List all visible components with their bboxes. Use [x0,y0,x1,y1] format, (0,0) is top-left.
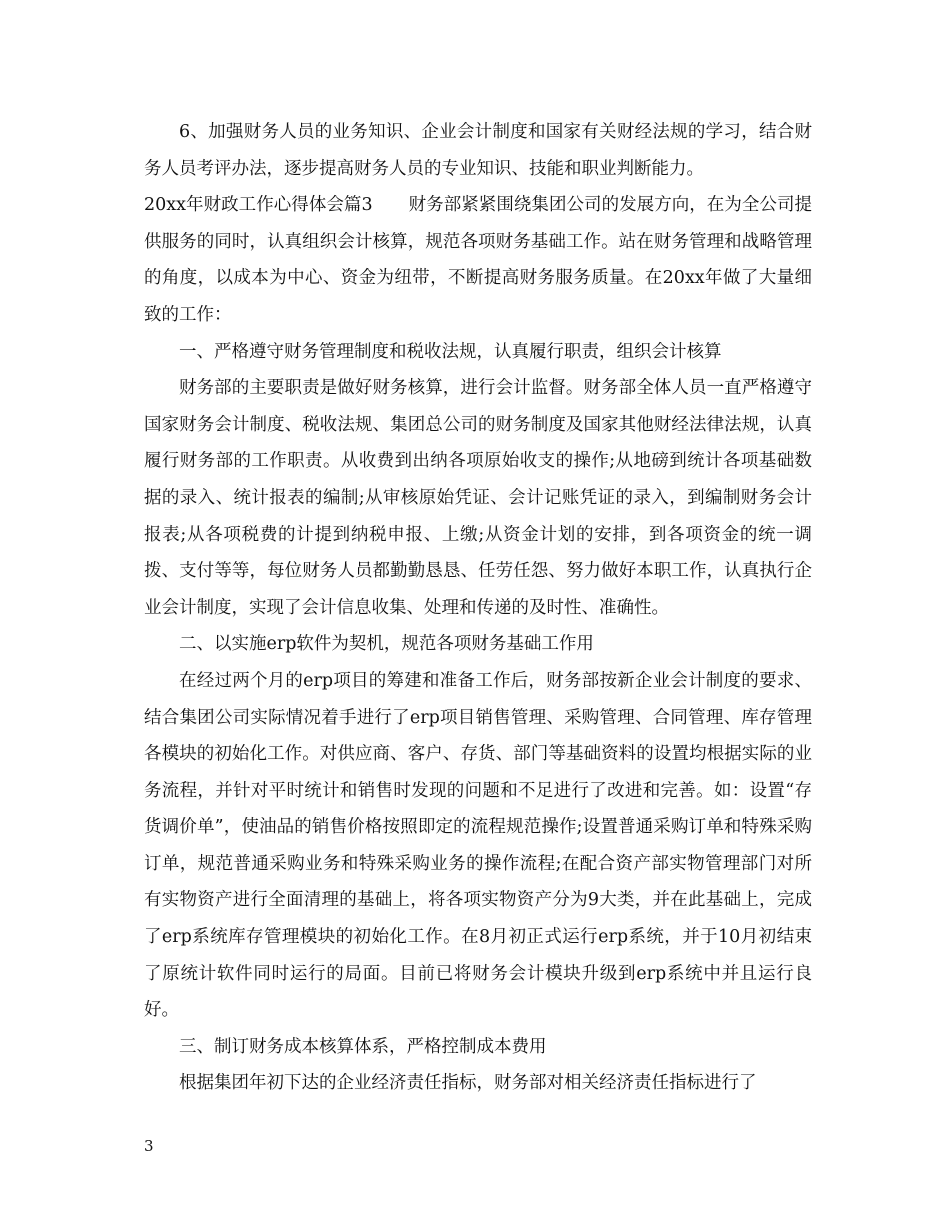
paragraph-training: 6、加强财务人员的业务知识、企业会计制度和国家有关财经法规的学习，结合财务人员考评办法，逐步提高财务人员的专业知识、技能和职业判断能力。 [144,122,812,179]
heading-one: 一、严格遵守财务管理制度和税收法规，认真履行职责，组织会计核算 [179,341,722,362]
paragraph-duties: 财务部的主要职责是做好财务核算，进行会计监督。财务部全体人员一直严格遵守国家财务会计制度、税收法规、集团总公司的财务制度及国家其他财经法律法规，认真履行财务部的工作职责。从收费到出纳各项原始收支的操作;从地磅到统计各项基础数据的录入、统计报表的编制;从审核原始凭证、会计记账凭证的录入，到编制财务会计报表;从各项税费的计提到纳税申报、上缴;从资金计划的安排，到各项资金的统一调拨、支付等等，每位财务人员都勤勤恳恳、任劳任怨、努力做好本职工作，认真执行企业会计制度，实现了会计信息收集、处理和传递的及时性、准确性。 [144,378,812,618]
heading-two: 二、以实施erp软件为契机，规范各项财务基础工作用 [179,634,594,655]
heading-three: 三、制订财务成本核算体系，严格控制成本费用 [179,1036,547,1057]
section-title: 20xx年财政工作心得体会篇3 [144,195,373,216]
paragraph-erp: 在经过两个月的erp项目的筹建和准备工作后，财务部按新企业会计制度的要求、结合集团公司实际情况着手进行了erp项目销售管理、采购管理、合同管理、库存管理各模块的初始化工作。对供应商、客户、存货、部门等基础资料的设置均根据实际的业务流程，并针对平时统计和销售时发现的问题和不足进行了改进和完善。如：设置“存货调价单”，使油品的销售价格按照即定的流程规范操作;设置普通采购订单和特殊采购订单，规范普通采购业务和特殊采购业务的操作流程;在配合资产部实物管理部门对所有实物资产进行全面清理的基础上，将各项实物资产分为9大类，并在此基础上，完成了erp系统库存管理模块的初始化工作。在8月初正式运行erp系统，并于10月初结束了原统计软件同时运行的局面。目前已将财务会计模块升级到erp系统中并且运行良好。 [144,670,812,1021]
section-intro-text: 财务部紧紧围绕集团公司的发展方向，在为全公司提供服务的同时，认真组织会计核算，规范各项财务基础工作。站在财务管理和战略管理的角度，以成本为中心、资金为纽带，不断提高财务服务质量。在20xx年做了大量细致的工作： [144,195,813,325]
document-body [144,114,812,1102]
paragraph-section-intro [144,187,812,333]
page-number: 3 [144,1137,154,1155]
paragraph-cost: 根据集团年初下达的企业经济责任指标，财务部对相关经济责任指标进行了 [179,1073,757,1094]
